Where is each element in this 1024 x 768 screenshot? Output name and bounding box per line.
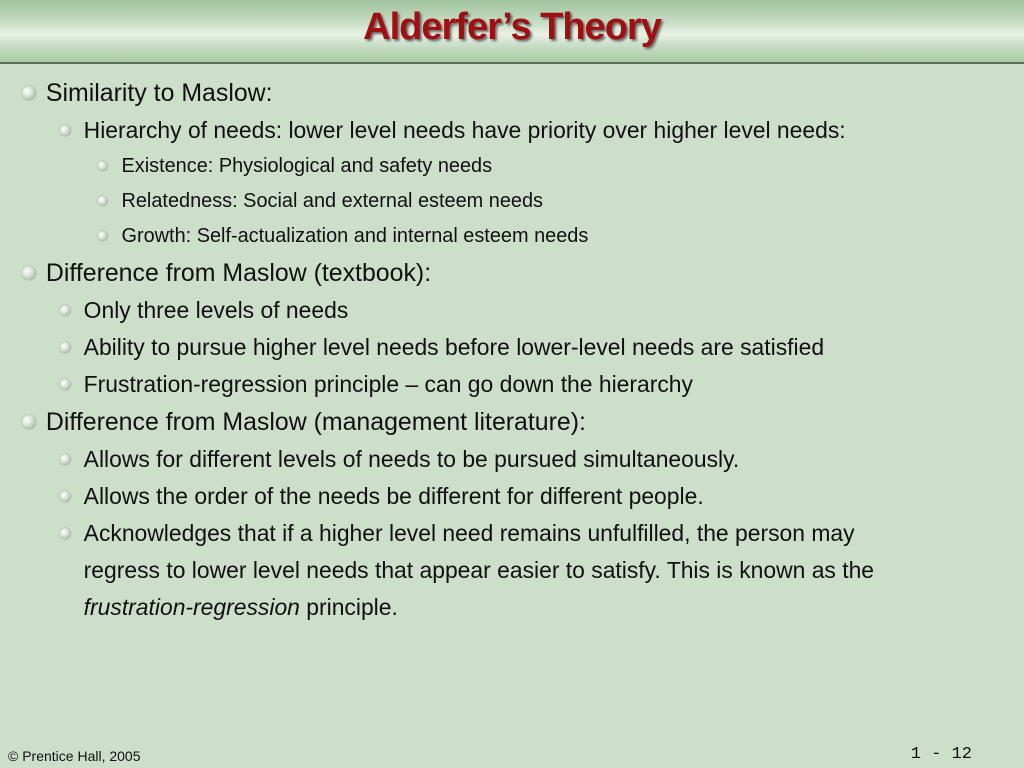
bullet-text: Similarity to Maslow: xyxy=(45,79,273,107)
bullet-dot-icon xyxy=(60,528,71,539)
bullet-dot-icon xyxy=(60,305,71,316)
bullet-dot-icon xyxy=(60,342,71,353)
bullet-text-tail: principle. xyxy=(299,594,398,620)
copyright-footer: © Prentice Hall, 2005 xyxy=(8,748,141,764)
bullet-item xyxy=(20,403,1005,441)
bullet-dot-icon xyxy=(60,491,71,502)
bullet-text: Allows for different levels of needs to be pursued simultaneously. xyxy=(83,446,740,472)
bullet-item xyxy=(20,254,1005,292)
bullet-dot-icon xyxy=(22,415,36,429)
bullet-text-line: regress to lower level needs that appear easier to satisfy. This is known as the xyxy=(83,557,875,583)
bullet-dot-icon xyxy=(98,231,108,241)
bullet-text-line xyxy=(84,589,1005,626)
bullet-item xyxy=(20,149,1005,184)
bullet-dot-icon xyxy=(98,161,108,171)
bullet-dot-icon xyxy=(22,86,36,100)
bullet-item xyxy=(20,515,1005,626)
bullet-text: Difference from Maslow (textbook): xyxy=(45,259,432,287)
bullet-text: Frustration-regression principle – can go down the hierarchy xyxy=(83,371,693,397)
bullet-item xyxy=(20,112,1005,149)
bullet-text: Existence: Physiological and safety needs xyxy=(121,155,493,177)
bullet-item xyxy=(20,292,1005,329)
slide-title: Alderfer’s Theory xyxy=(363,6,661,48)
bullet-item xyxy=(20,478,1005,515)
bullet-dot-icon xyxy=(60,454,71,465)
bullet-text: Allows the order of the needs be different for different people. xyxy=(83,483,704,509)
bullet-list xyxy=(20,74,1010,626)
emphasis-text: frustration-regression xyxy=(83,594,300,620)
bullet-text: Relatedness: Social and external esteem needs xyxy=(121,190,543,212)
bullet-item xyxy=(20,366,1005,403)
bullet-item xyxy=(20,74,1005,112)
bullet-text: Hierarchy of needs: lower level needs have priority over higher level needs: xyxy=(83,117,846,143)
bullet-dot-icon xyxy=(22,266,36,280)
bullet-text-line: Acknowledges that if a higher level need remains unfulfilled, the person may xyxy=(83,520,855,546)
bullet-item xyxy=(20,184,1005,219)
bullet-dot-icon xyxy=(60,379,71,390)
bullet-dot-icon xyxy=(98,196,108,206)
bullet-text: Only three levels of needs xyxy=(83,297,349,323)
bullet-text: Difference from Maslow (management literature): xyxy=(45,408,586,436)
bullet-text: Ability to pursue higher level needs before lower-level needs are satisfied xyxy=(83,334,825,360)
bullet-item xyxy=(20,441,1005,478)
title-divider xyxy=(0,62,1024,64)
bullet-item xyxy=(20,219,1005,254)
bullet-text: Growth: Self-actualization and internal esteem needs xyxy=(121,225,589,247)
bullet-dot-icon xyxy=(60,125,71,136)
bullet-item xyxy=(20,329,1005,366)
slide-number: 1 - 12 xyxy=(910,745,972,764)
